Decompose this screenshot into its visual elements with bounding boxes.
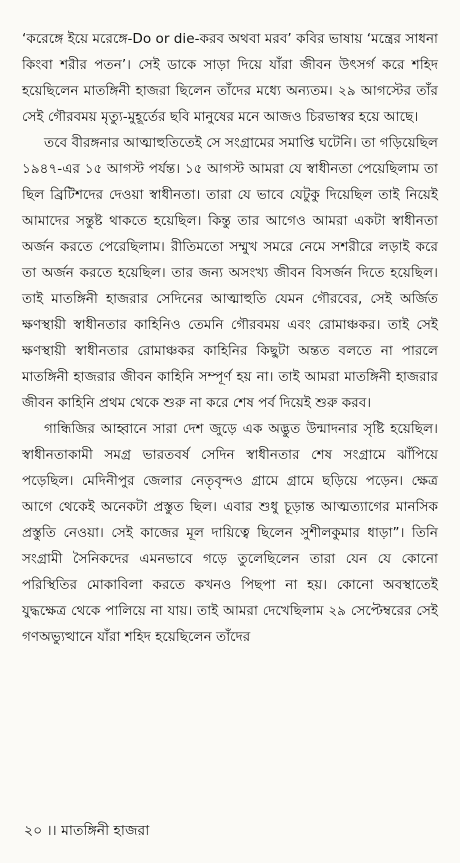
- paragraph-1: ‘করেঙ্গে ইয়ে মরেঙ্গে-Do or die-করব অথবা মরব’ কবির ভাষায় ‘মন্ত্রের সাধনা কিংবা শরীর পতন’। সেই ডাকে সাড়া দিয়ে যাঁরা জীবন উৎসর্গ করে শহিদ হয়েছিলেন মাতঙ্গিনী হাজরা ছিলেন তাঁদের মধ্যে অন্যতম। ২৯ আগস্টের তাঁর সেই গৌরবময় মৃত্যু-মুহূর্তের ছবি মানুষের মনে আজও চিরভাস্বর হয়ে আছে।: [22, 31, 438, 125]
- page-footer: ২০ ।। মাতঙ্গিনী হাজরা: [24, 823, 150, 839]
- paragraph-3: গান্ধিজির আহ্বানে সারা দেশ জুড়ে এক অদ্ভুত উন্মাদনার সৃষ্টি হয়েছিল। স্বাধীনতাকামী সমগ্র ভারতবর্ষ সেদিন স্বাধীনতার শেষ সংগ্রামে ঝাঁপিয়ে পড়েছিল। মেদিনীপুর জেলার নেতৃবৃন্দও গ্রামে গ্রামে ছড়িয়ে পড়েন। ক্ষেত্র আগে থেকেই অনেকটা প্রস্তুত ছিল। এবার শুধু চূড়ান্ত আত্মত্যাগের মানসিক প্রস্তুতি নেওয়া। সেই কাজের মূল দায়িত্বে ছিলেন সুশীলকুমার ধাড়া”। তিনি সংগ্রামী সৈনিকদের এমনভাবে গড়ে তুলেছিলেন তারা যেন যে কোনো পরিস্থিতির মোকাবিলা করতে কখনও পিছপা না হয়। কোনো অবস্থাতেই যুদ্ধক্ষেত্র থেকে পালিয়ে না যায়। তাই আমরা দেখেছিলাম ২৯ সেপ্টেম্বরের সেই গণঅভ্যুত্থানে যাঁরা শহিদ হয়েছিলেন তাঁদের: [22, 421, 438, 645]
- paragraph-2: তবে বীরঙ্গনার আত্মাহুতিতেই সে সংগ্রামের সমাপ্তি ঘটেনি। তা গড়িয়েছিল ১৯৪৭-এর ১৫ আগস্ট পর্যন্ত। ১৫ আগস্ট আমরা যে স্বাধীনতা পেয়েছিলাম তা ছিল ব্রিটিশদের দেওয়া স্বাধীনতা। তারা যে ভাবে যেটুকু দিয়েছিল তাই নিয়েই আমাদের সন্তুষ্ট থাকতে হয়েছিল। কিন্তু তার আগেও আমরা একটা স্বাধীনতা অর্জন করতে পেরেছিলাম। রীতিমতো সম্মুখ সমরে নেমে সশরীরে লড়াই করে তা অর্জন করতে হয়েছিল। তার জন্য অসংখ্য জীবন বিসর্জন দিতে হয়েছিল। তাই মাতঙ্গিনী হাজরার সেদিনের আত্মাহুতি যেমন গৌরবের, সেই অর্জিত ক্ষণস্থায়ী স্বাধীনতার কাহিনিও তেমনি গৌরবময় এবং রোমাঞ্চকর। তাই সেই ক্ষণস্থায়ী স্বাধীনতার রোমাঞ্চকর কাহিনির কিছুটা অন্তত বলতে না পারলে মাতঙ্গিনী হাজরার জীবন কাহিনি সম্পূর্ণ হয় না। তাই আমরা মাতঙ্গিনী হাজরার জীবন কাহিনি প্রথম থেকে শুরু না করে শেষ পর্ব দিয়েই শুরু করব।: [22, 135, 438, 411]
